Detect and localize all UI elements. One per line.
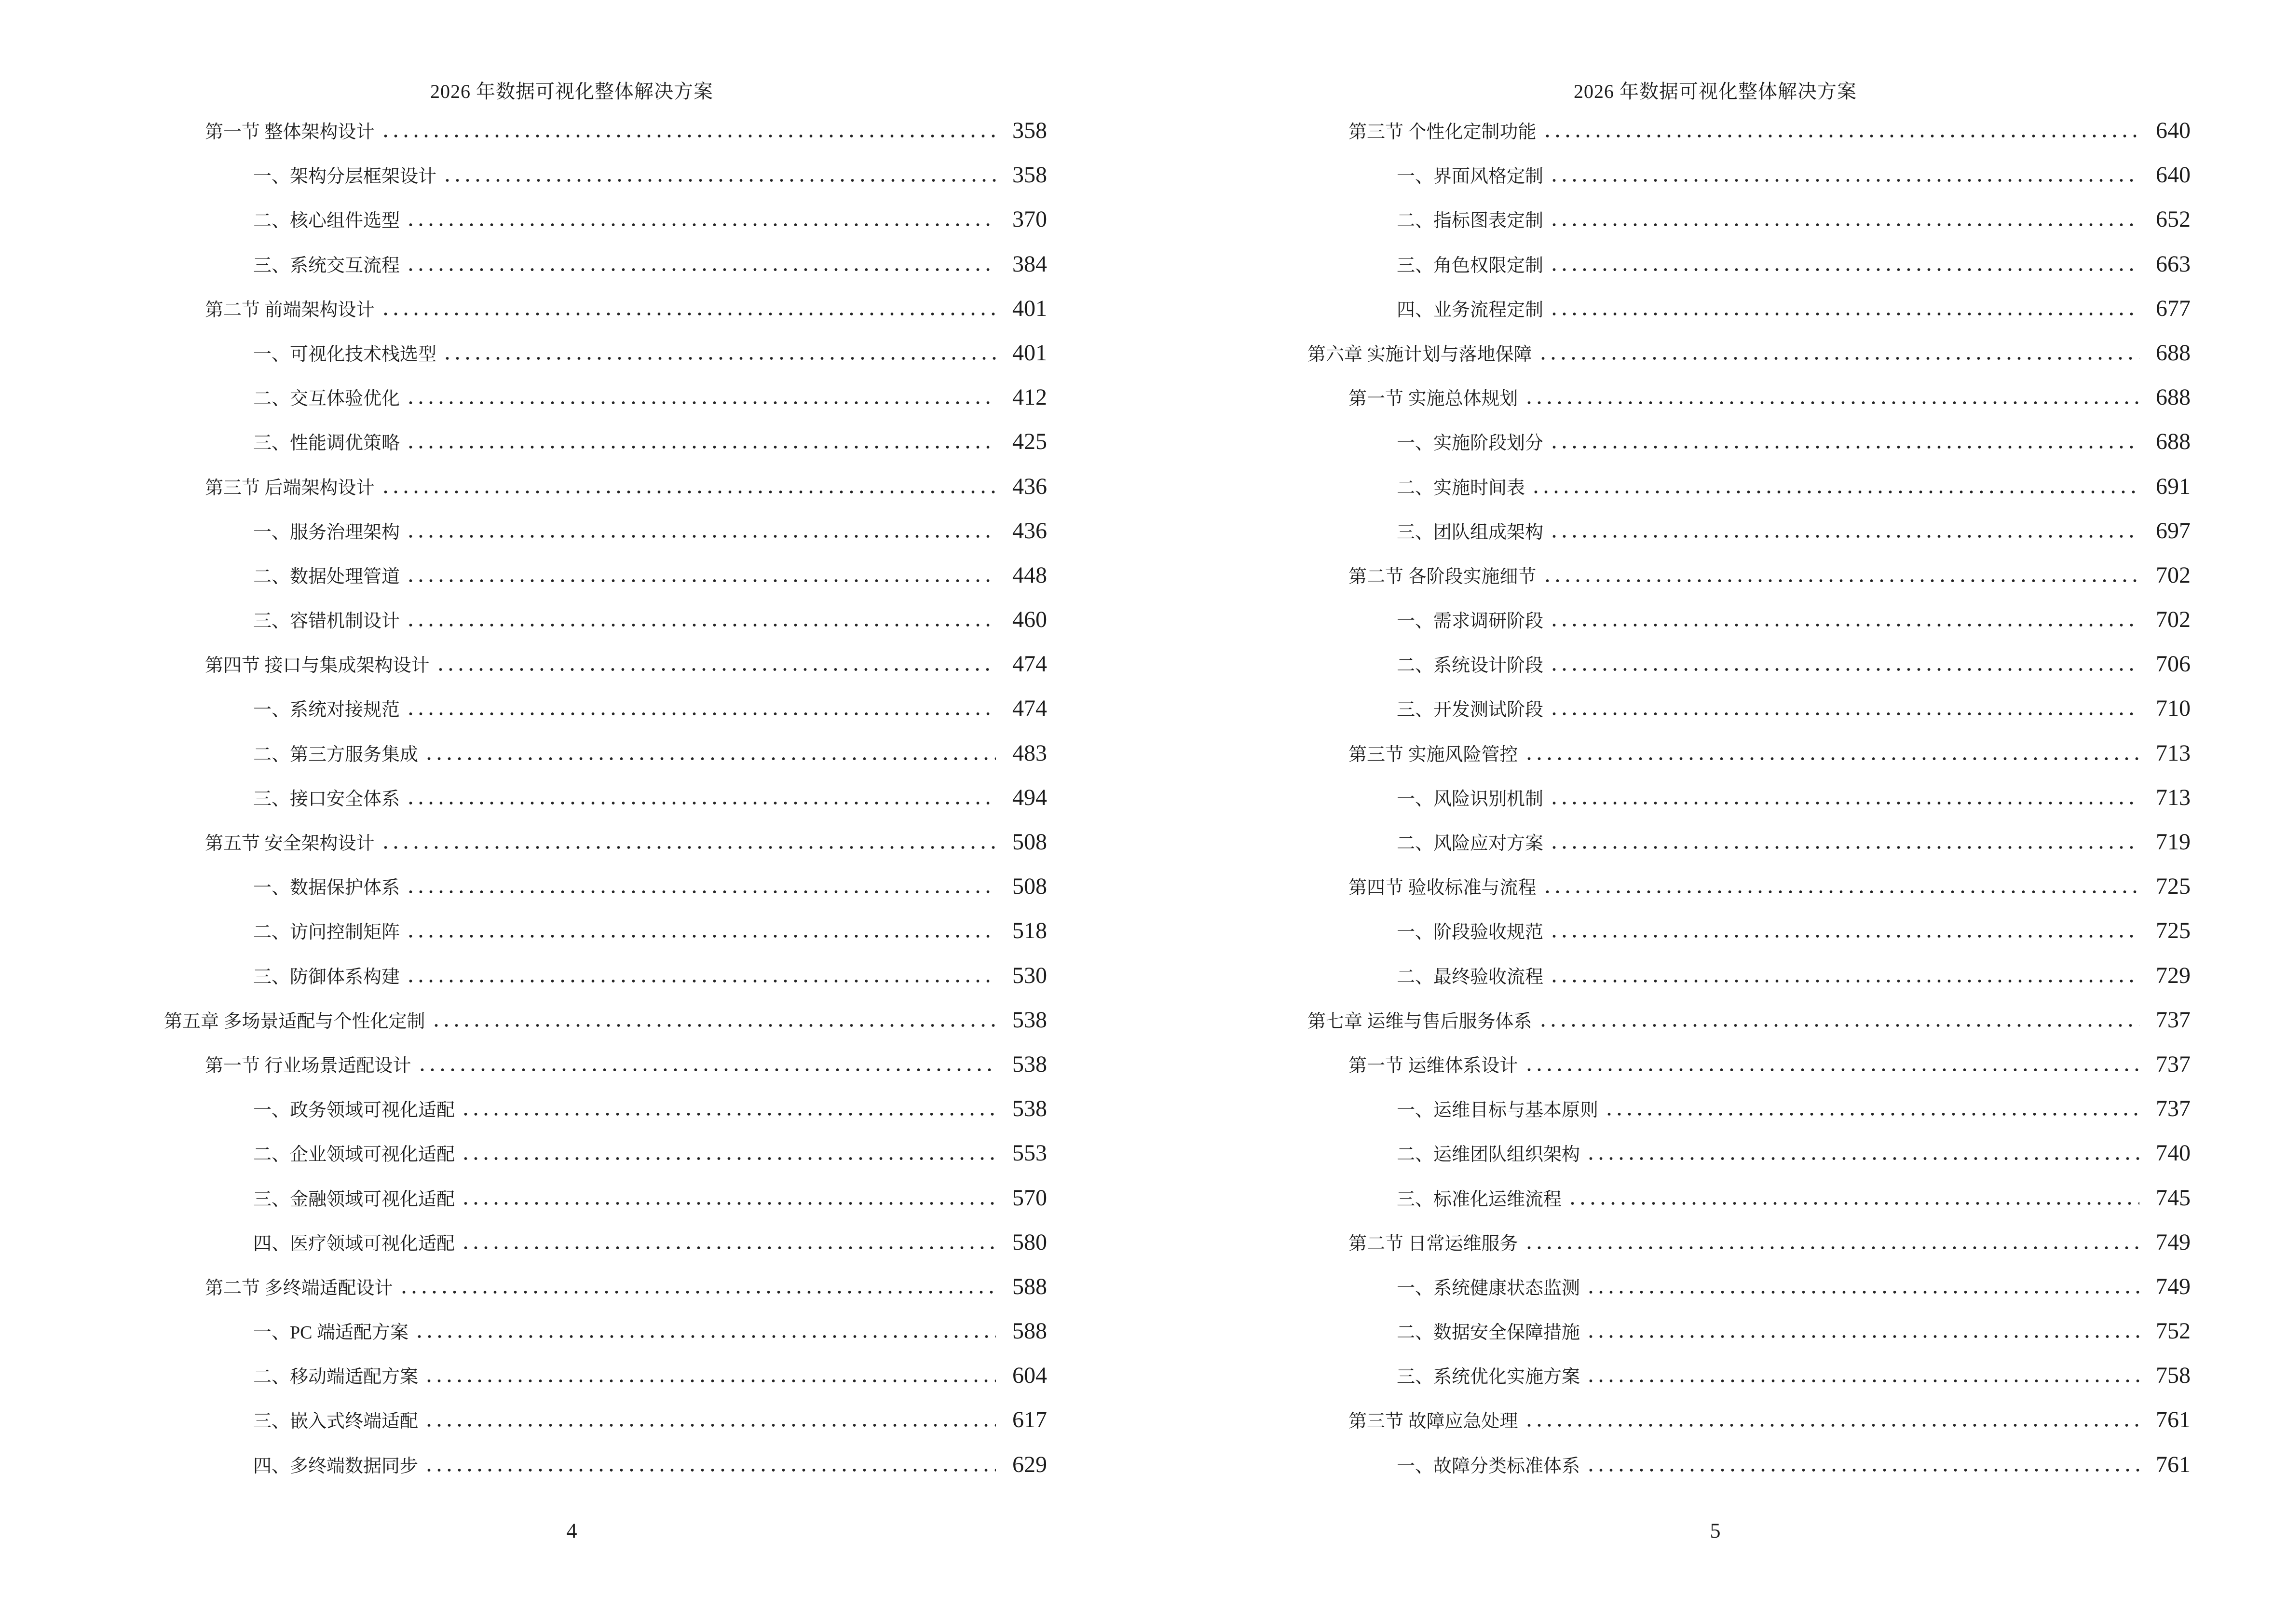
toc-entry[interactable] (164, 286, 1047, 330)
dot-leader (431, 1024, 996, 1027)
toc-entry-label: 四、多终端数据同步 (253, 1456, 419, 1476)
toc-entry[interactable] (1307, 108, 2191, 152)
toc-list-left (164, 108, 1047, 1487)
toc-entry-label: 二、核心组件选型 (253, 211, 400, 232)
toc-entry-label: 第七章 运维与售后服务体系 (1307, 1011, 1532, 1032)
toc-entry-label: 三、性能调优策略 (253, 433, 400, 454)
toc-entry-page-number: 737 (2156, 1007, 2191, 1033)
toc-entry[interactable] (164, 864, 1047, 908)
toc-entry-page-number: 436 (1012, 473, 1047, 499)
toc-entry-page-number: 652 (2156, 206, 2191, 232)
toc-entry-page-number: 588 (1012, 1273, 1047, 1299)
toc-entry-page-number: 570 (1012, 1185, 1047, 1211)
toc-entry-page-number: 604 (1012, 1363, 1047, 1389)
page-header-title: 2026 年数据可视化整体解决方案 (430, 81, 713, 102)
dot-leader (406, 801, 996, 805)
dot-leader (1586, 1157, 2139, 1160)
toc-entry-label: 二、移动端适配方案 (253, 1367, 419, 1388)
toc-entry-label: 第一节 整体架构设计 (205, 122, 375, 142)
toc-entry-label: 一、阶段验收规范 (1397, 922, 1544, 943)
toc-entry-page-number: 448 (1012, 562, 1047, 588)
toc-entry-label: 第六章 实施计划与落地保障 (1307, 344, 1532, 365)
toc-entry[interactable] (164, 1220, 1047, 1264)
toc-entry[interactable] (164, 152, 1047, 197)
dot-leader (414, 1335, 996, 1338)
dot-leader (1586, 1335, 2139, 1338)
dot-leader (406, 890, 996, 894)
dot-leader (406, 445, 996, 449)
toc-entry-label: 第一节 运维体系设计 (1348, 1055, 1518, 1076)
toc-entry-page-number: 358 (1012, 118, 1047, 143)
dot-leader (1549, 178, 2139, 182)
toc-entry[interactable] (1307, 197, 2191, 241)
toc-entry-page-number: 729 (2156, 962, 2191, 988)
toc-entry-page-number: 758 (2156, 1363, 2191, 1389)
dot-leader (1549, 534, 2139, 538)
dot-leader (406, 534, 996, 538)
toc-entry-label: 三、接口安全体系 (253, 789, 400, 809)
toc-entry-page-number: 483 (1012, 740, 1047, 766)
toc-entry-label: 二、最终验收流程 (1397, 967, 1544, 987)
toc-entry[interactable] (1307, 1397, 2191, 1442)
dot-leader (399, 1290, 996, 1294)
toc-entry[interactable] (1307, 1442, 2191, 1487)
toc-entry-page-number: 706 (2156, 651, 2191, 677)
toc-entry-label: 二、实施时间表 (1397, 478, 1525, 498)
toc-entry-label: 一、系统对接规范 (253, 700, 400, 721)
toc-entry-page-number: 745 (2156, 1185, 2191, 1211)
dot-leader (1538, 356, 2139, 360)
toc-entry-label: 一、服务治理架构 (253, 522, 400, 543)
dot-leader (442, 178, 996, 182)
toc-entry-label: 第二节 日常运维服务 (1348, 1233, 1518, 1254)
toc-entry[interactable] (164, 1131, 1047, 1175)
dot-leader (406, 401, 996, 405)
toc-entry[interactable] (164, 1353, 1047, 1397)
toc-entry-page-number: 663 (2156, 251, 2191, 277)
toc-entry-page-number: 460 (1012, 607, 1047, 633)
toc-entry-label: 一、界面风格定制 (1397, 166, 1544, 187)
toc-entry-page-number: 530 (1012, 962, 1047, 988)
toc-entry-label: 三、系统优化实施方案 (1397, 1367, 1580, 1388)
dot-leader (406, 268, 996, 272)
toc-entry-page-number: 677 (2156, 295, 2191, 321)
toc-entry-label: 一、PC 端适配方案 (253, 1323, 408, 1343)
dot-leader (436, 668, 996, 671)
toc-entry-page-number: 538 (1012, 1096, 1047, 1122)
dot-leader (424, 1379, 996, 1383)
toc-entry[interactable] (164, 908, 1047, 953)
dot-leader (406, 979, 996, 983)
toc-entry[interactable] (164, 553, 1047, 597)
toc-entry[interactable] (1307, 1175, 2191, 1220)
toc-entry[interactable] (1307, 953, 2191, 997)
dot-leader (1604, 1112, 2139, 1116)
dot-leader (406, 712, 996, 716)
dot-leader (1586, 1290, 2139, 1294)
toc-entry-page-number: 719 (2156, 829, 2191, 855)
toc-entry-page-number: 702 (2156, 607, 2191, 633)
toc-entry[interactable] (164, 375, 1047, 419)
toc-entry[interactable] (1307, 1309, 2191, 1353)
dot-leader (1524, 401, 2139, 405)
toc-entry[interactable] (164, 953, 1047, 997)
toc-entry-page-number: 710 (2156, 696, 2191, 722)
toc-entry-label: 一、系统健康状态监测 (1397, 1278, 1580, 1298)
toc-entry-label: 一、风险识别机制 (1397, 789, 1544, 809)
toc-entry[interactable] (164, 108, 1047, 152)
dot-leader (1542, 134, 2139, 138)
toc-entry-label: 二、系统设计阶段 (1397, 655, 1544, 676)
toc-entry[interactable] (164, 1086, 1047, 1131)
toc-entry-page-number: 474 (1012, 651, 1047, 677)
dot-leader (381, 846, 996, 849)
toc-entry-page-number: 436 (1012, 518, 1047, 544)
dot-leader (1567, 1201, 2139, 1205)
dot-leader (1586, 1468, 2139, 1472)
dot-leader (1549, 312, 2139, 316)
toc-entry[interactable] (164, 1442, 1047, 1487)
dot-leader (1549, 445, 2139, 449)
toc-entry-page-number: 688 (2156, 429, 2191, 455)
toc-entry[interactable] (164, 597, 1047, 641)
toc-entry[interactable] (164, 997, 1047, 1042)
dot-leader (406, 223, 996, 227)
toc-entry-label: 第三节 故障应急处理 (1348, 1411, 1518, 1432)
toc-entry-page-number: 508 (1012, 829, 1047, 855)
toc-entry-label: 一、实施阶段划分 (1397, 433, 1544, 454)
toc-entry-label: 二、交互体验优化 (253, 389, 400, 409)
toc-entry-label: 三、角色权限定制 (1397, 255, 1544, 276)
toc-entry-label: 三、开发测试阶段 (1397, 700, 1544, 721)
toc-entry-page-number: 749 (2156, 1229, 2191, 1255)
dot-leader (1538, 1024, 2139, 1027)
toc-entry[interactable] (1307, 330, 2191, 375)
page-right (1144, 0, 2287, 1624)
toc-entry-label: 第五节 安全架构设计 (205, 833, 375, 854)
toc-entry[interactable] (164, 1309, 1047, 1353)
toc-entry[interactable] (1307, 1220, 2191, 1264)
toc-entry[interactable] (1307, 1264, 2191, 1309)
toc-entry[interactable] (164, 775, 1047, 819)
dot-leader (1549, 268, 2139, 272)
dot-leader (1549, 712, 2139, 716)
dot-leader (442, 356, 996, 360)
toc-entry[interactable] (1307, 242, 2191, 286)
toc-entry-page-number: 370 (1012, 206, 1047, 232)
toc-entry-label: 二、指标图表定制 (1397, 211, 1544, 232)
dot-leader (1549, 668, 2139, 671)
dot-leader (381, 134, 996, 138)
toc-entry[interactable] (1307, 1042, 2191, 1086)
toc-entry-label: 第二节 多终端适配设计 (205, 1278, 393, 1298)
toc-entry[interactable] (164, 819, 1047, 864)
toc-entry-label: 第五章 多场景适配与个性化定制 (164, 1011, 425, 1032)
toc-entry-page-number: 425 (1012, 429, 1047, 455)
dot-leader (406, 579, 996, 583)
toc-entry-page-number: 384 (1012, 251, 1047, 277)
toc-entry[interactable] (164, 508, 1047, 553)
toc-entry-label: 第三节 个性化定制功能 (1348, 122, 1537, 142)
toc-entry-label: 第四节 接口与集成架构设计 (205, 655, 430, 676)
toc-entry[interactable] (1307, 864, 2191, 908)
toc-entry-label: 四、业务流程定制 (1397, 300, 1544, 320)
dot-leader (1524, 757, 2139, 761)
toc-entry-label: 第一节 行业场景适配设计 (205, 1055, 411, 1076)
dot-leader (1586, 1379, 2139, 1383)
toc-entry-page-number: 401 (1012, 295, 1047, 321)
page-number-footer: 5 (1710, 1519, 1721, 1542)
toc-entry-page-number: 725 (2156, 873, 2191, 900)
toc-entry-page-number: 538 (1012, 1007, 1047, 1033)
toc-entry-page-number: 761 (2156, 1451, 2191, 1477)
toc-entry-page-number: 358 (1012, 162, 1047, 188)
toc-entry-label: 一、可视化技术栈选型 (253, 344, 437, 365)
toc-entry-page-number: 713 (2156, 740, 2191, 766)
toc-entry[interactable] (1307, 286, 2191, 330)
dot-leader (1524, 1246, 2139, 1250)
toc-entry-label: 二、运维团队组织架构 (1397, 1145, 1580, 1165)
dot-leader (424, 757, 996, 761)
toc-entry[interactable] (164, 419, 1047, 464)
toc-entry-label: 三、标准化运维流程 (1397, 1189, 1562, 1210)
toc-entry-page-number: 737 (2156, 1096, 2191, 1122)
toc-entry[interactable] (1307, 775, 2191, 819)
dot-leader (424, 1423, 996, 1427)
dot-leader (406, 934, 996, 938)
toc-entry-label: 一、故障分类标准体系 (1397, 1456, 1580, 1476)
toc-entry-page-number: 688 (2156, 384, 2191, 410)
toc-entry-label: 第三节 后端架构设计 (205, 478, 375, 498)
toc-entry-page-number: 588 (1012, 1318, 1047, 1344)
dot-leader (461, 1246, 996, 1250)
toc-entry-page-number: 494 (1012, 784, 1047, 810)
toc-entry[interactable] (164, 464, 1047, 508)
toc-entry[interactable] (164, 1397, 1047, 1442)
toc-entry-page-number: 640 (2156, 162, 2191, 188)
toc-entry-page-number: 640 (2156, 118, 2191, 143)
toc-entry[interactable] (164, 1042, 1047, 1086)
dot-leader (1549, 979, 2139, 983)
toc-entry-label: 一、运维目标与基本原则 (1397, 1100, 1599, 1121)
toc-entry[interactable] (164, 641, 1047, 686)
toc-entry[interactable] (1307, 1131, 2191, 1175)
toc-entry[interactable] (164, 197, 1047, 241)
toc-entry-page-number: 713 (2156, 784, 2191, 810)
toc-entry-label: 二、数据处理管道 (253, 566, 400, 587)
toc-entry[interactable] (1307, 641, 2191, 686)
dot-leader (461, 1112, 996, 1116)
toc-entry-page-number: 412 (1012, 384, 1047, 410)
toc-entry[interactable] (164, 242, 1047, 286)
toc-entry-label: 四、医疗领域可视化适配 (253, 1233, 455, 1254)
dot-leader (461, 1157, 996, 1160)
toc-entry-label: 三、系统交互流程 (253, 255, 400, 276)
toc-entry-label: 二、数据安全保障措施 (1397, 1323, 1580, 1343)
toc-entry-label: 第二节 前端架构设计 (205, 300, 375, 320)
toc-entry-page-number: 508 (1012, 873, 1047, 900)
toc-entry-label: 三、嵌入式终端适配 (253, 1411, 419, 1432)
dot-leader (406, 623, 996, 627)
toc-entry[interactable] (164, 731, 1047, 775)
toc-entry[interactable] (164, 1264, 1047, 1309)
toc-entry-label: 二、企业领域可视化适配 (253, 1145, 455, 1165)
dot-leader (417, 1068, 996, 1072)
dot-leader (461, 1201, 996, 1205)
toc-entry-page-number: 737 (2156, 1051, 2191, 1077)
toc-entry[interactable] (1307, 419, 2191, 464)
toc-entry[interactable] (1307, 1086, 2191, 1131)
toc-entry-label: 第一节 实施总体规划 (1348, 389, 1518, 409)
toc-entry[interactable] (1307, 997, 2191, 1042)
toc-entry-label: 二、访问控制矩阵 (253, 922, 400, 943)
dot-leader (1542, 579, 2139, 583)
toc-entry-page-number: 697 (2156, 518, 2191, 544)
dot-leader (424, 1468, 996, 1472)
toc-entry-page-number: 749 (2156, 1273, 2191, 1299)
toc-entry-page-number: 688 (2156, 340, 2191, 366)
toc-entry[interactable] (1307, 553, 2191, 597)
toc-entry[interactable] (1307, 908, 2191, 953)
toc-entry[interactable] (1307, 686, 2191, 730)
toc-entry-label: 三、金融领域可视化适配 (253, 1189, 455, 1210)
toc-entry[interactable] (1307, 819, 2191, 864)
dot-leader (1542, 890, 2139, 894)
toc-entry-page-number: 617 (1012, 1407, 1047, 1433)
toc-entry-page-number: 761 (2156, 1407, 2191, 1433)
toc-entry[interactable] (1307, 597, 2191, 641)
toc-entry-label: 一、数据保护体系 (253, 878, 400, 899)
toc-entry-page-number: 401 (1012, 340, 1047, 366)
toc-entry[interactable] (1307, 1353, 2191, 1397)
toc-entry-page-number: 518 (1012, 918, 1047, 944)
toc-list-right (1307, 108, 2191, 1487)
toc-entry[interactable] (164, 1175, 1047, 1220)
toc-entry-label: 第二节 各阶段实施细节 (1348, 566, 1537, 587)
toc-entry-page-number: 553 (1012, 1140, 1047, 1166)
toc-entry-label: 第四节 验收标准与流程 (1348, 878, 1537, 899)
toc-entry-page-number: 538 (1012, 1051, 1047, 1077)
dot-leader (381, 312, 996, 316)
dot-leader (1524, 1068, 2139, 1072)
toc-entry-page-number: 752 (2156, 1318, 2191, 1344)
dot-leader (1549, 223, 2139, 227)
toc-entry-label: 三、团队组成架构 (1397, 522, 1544, 543)
toc-entry[interactable] (164, 330, 1047, 375)
toc-entry-page-number: 580 (1012, 1229, 1047, 1255)
toc-entry-page-number: 725 (2156, 918, 2191, 944)
toc-entry-label: 一、需求调研阶段 (1397, 611, 1544, 632)
toc-entry-page-number: 702 (2156, 562, 2191, 588)
toc-entry[interactable] (1307, 152, 2191, 197)
toc-entry-label: 第三节 实施风险管控 (1348, 744, 1518, 765)
dot-leader (1531, 490, 2139, 494)
page-header-title: 2026 年数据可视化整体解决方案 (1574, 81, 1857, 102)
page-number-footer: 4 (566, 1519, 577, 1542)
dot-leader (1549, 623, 2139, 627)
toc-entry-page-number: 740 (2156, 1140, 2191, 1166)
toc-entry-label: 一、架构分层框架设计 (253, 166, 437, 187)
dot-leader (1549, 801, 2139, 805)
toc-entry-page-number: 474 (1012, 696, 1047, 722)
toc-entry-page-number: 629 (1012, 1451, 1047, 1477)
toc-entry-label: 三、防御体系构建 (253, 967, 400, 987)
toc-entry-label: 一、政务领域可视化适配 (253, 1100, 455, 1121)
toc-entry-page-number: 691 (2156, 473, 2191, 499)
toc-entry-label: 二、第三方服务集成 (253, 744, 419, 765)
toc-entry[interactable] (1307, 375, 2191, 419)
toc-entry[interactable] (1307, 464, 2191, 508)
toc-entry-label: 二、风险应对方案 (1397, 833, 1544, 854)
toc-entry[interactable] (1307, 731, 2191, 775)
toc-entry-label: 三、容错机制设计 (253, 611, 400, 632)
dot-leader (1549, 846, 2139, 849)
dot-leader (1524, 1423, 2139, 1427)
toc-entry[interactable] (1307, 508, 2191, 553)
toc-entry[interactable] (164, 686, 1047, 730)
dot-leader (1549, 934, 2139, 938)
dot-leader (381, 490, 996, 494)
